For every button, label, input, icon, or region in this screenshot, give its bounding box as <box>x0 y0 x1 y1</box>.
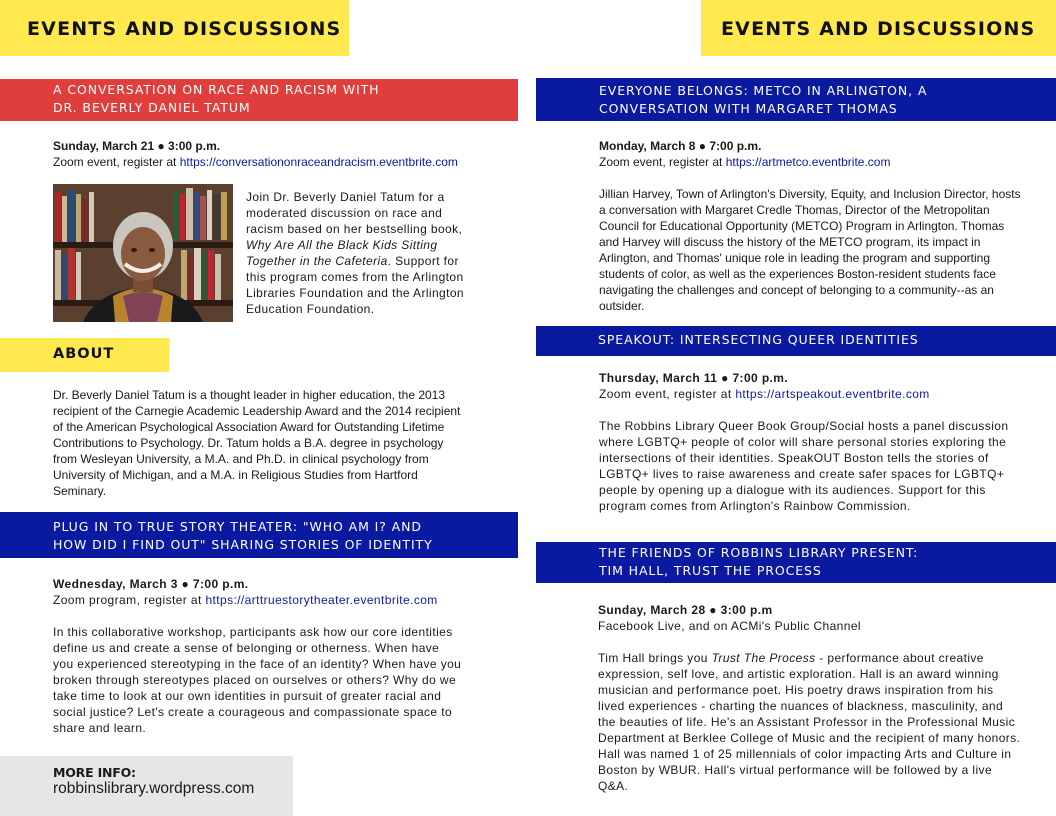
tatum-description <box>246 189 482 317</box>
portrait-image <box>53 184 233 322</box>
hall-desc-prefix: Tim Hall brings you <box>598 651 712 665</box>
speakout-register-link[interactable]: https://artspeakout.eventbrite.com <box>735 387 930 401</box>
tatum-desc-part1: Join Dr. Beverly Daniel Tatum for a moderated discussion on race and racism based on her bestselling book, <box>246 190 463 236</box>
tatum-photo <box>53 184 233 322</box>
tatum-date: Sunday, March 21 ● 3:00 p.m. <box>53 139 221 153</box>
metco-description: Jillian Harvey, Town of Arlington's Diversity, Equity, and Inclusion Director, hosts a conversation with Margaret Credle Thomas, Director of the Metropolitan Council for Educational Opportunity (METCO) Program in Arlington. Thomas and Harvey will discuss the history of the METCO program, its impact in Arlington, and Thomas' unique role in leading the program and supporting students of color, as well as the experiences Boston-resident students face navigating the challenges and concept of belonging to a community--as an outsider. <box>599 187 1021 313</box>
tatum-book-title: Why Are All the Black Kids Sitting Together in the Cafeteria <box>246 238 438 268</box>
speakout-description: The Robbins Library Queer Book Group/Social hosts a panel discussion where LGBTQ+ people of color will share personal stories exploring the intersections of their identities. SpeakOUT Boston tells the stories of LGBTQ+ lives to raise awareness and create safer spaces for LGBTQ+ people by opening up a dialogue with its audiences. Support for this program comes from Arlington's Rainbow Commission. <box>599 419 1009 513</box>
metco-register-link[interactable]: https://artmetco.eventbrite.com <box>725 155 891 169</box>
metco-banner <box>536 78 1056 121</box>
theater-event-info <box>53 576 513 608</box>
theater-date: Wednesday, March 3 ● 7:00 p.m. <box>53 577 249 591</box>
hall-description <box>598 650 1022 794</box>
theater-location <box>53 592 513 608</box>
speakout-banner <box>536 326 1056 356</box>
theater-register-link[interactable]: https://arttruestorytheater.eventbrite.com <box>205 593 438 607</box>
hall-title-line1: THE FRIENDS OF ROBBINS LIBRARY PRESENT: <box>599 545 919 560</box>
metco-event-info <box>599 138 1039 170</box>
speakout-location-prefix: Zoom event, register at <box>599 387 736 401</box>
hall-desc-rest: - performance about creative expression, self love, and artistic exploration. Hall is an award winning musician and performance poet. His poetry draws inspiration from his lived experiences - charting the nuances of blackness, masculinity, and the beauties of life. He's an Assistant Professor in the Professional Music Department at Berklee College of Music and the recipient of many honors. Hall was named 1 of 25 millennials of color impacting Arts and Culture in Boston by WBUR. Hall's virtual performance will be followed by a live Q&A. <box>598 651 1021 793</box>
more-info-label: MORE INFO: <box>53 765 136 780</box>
left-page-title: EVENTS AND DISCUSSIONS <box>27 18 342 40</box>
theater-title-line1: PLUG IN TO TRUE STORY THEATER: "WHO AM I? AND <box>53 519 422 534</box>
tatum-location <box>53 154 513 170</box>
hall-event-info <box>598 602 1038 634</box>
speakout-title: SPEAKOUT: INTERSECTING QUEER IDENTITIES <box>598 332 919 347</box>
speakout-location <box>599 386 1039 402</box>
tatum-location-prefix: Zoom event, register at <box>53 155 180 169</box>
about-title: ABOUT <box>53 346 115 362</box>
hall-banner <box>536 542 1056 583</box>
tatum-title-line1: A CONVERSATION ON RACE AND RACISM WITH <box>53 82 380 97</box>
tatum-desc-part2: . Support for this program comes from the Arlington Libraries Foundation and the Arlington Education Foundation. <box>246 254 465 316</box>
about-text: Dr. Beverly Daniel Tatum is a thought leader in higher education, the 2013 recipient of the Carnegie Academic Leadership Award and the 2014 recipient of the American Psychological Association Award for Outstanding Lifetime Contributions to Psychology. Dr. Tatum holds a B.A. degree in psychology from Wesleyan University, a M.A. and Ph.D. in clinical psychology from University of Michigan, and a M.A. in Religious Studies from Hartford Seminary. <box>53 388 461 498</box>
tatum-title-line2: DR. BEVERLY DANIEL TATUM <box>53 100 251 115</box>
theater-description: In this collaborative workshop, participants ask how our core identities define us and create a sense of belonging or otherness. When have you experienced stereotyping in the face of an identity? When have you broken through stereotypes placed on ourselves or others? Why do we take time to look at our own identities in pursuit of greater racial and social justice? Let's create a courageous and compassionate space to share and learn. <box>53 625 462 735</box>
about-tab <box>0 338 169 372</box>
theater-banner <box>0 512 518 558</box>
tatum-event-info <box>53 138 513 170</box>
hall-date: Sunday, March 28 ● 3:00 p.m <box>598 603 773 617</box>
metco-location-prefix: Zoom event, register at <box>599 155 726 169</box>
more-info-url[interactable]: robbinslibrary.wordpress.com <box>53 780 255 797</box>
metco-location <box>599 154 1039 170</box>
theater-location-prefix: Zoom program, register at <box>53 593 206 607</box>
more-info-box <box>0 756 293 816</box>
speakout-date: Thursday, March 11 ● 7:00 p.m. <box>599 371 789 385</box>
hall-show-title: Trust The Process <box>711 651 816 665</box>
left-header-tab <box>0 0 349 56</box>
metco-title-line2: CONVERSATION WITH MARGARET THOMAS <box>599 101 898 116</box>
metco-title-line1: EVERYONE BELONGS: METCO IN ARLINGTON, A <box>599 83 928 98</box>
hall-location: Facebook Live, and on ACMi's Public Channel <box>598 619 861 633</box>
tatum-register-link[interactable]: https://conversationonraceandracism.eventbrite.com <box>179 155 458 169</box>
hall-title-line2: TIM HALL, TRUST THE PROCESS <box>599 563 822 578</box>
tatum-banner <box>0 79 518 121</box>
theater-title-line2: HOW DID I FIND OUT" SHARING STORIES OF IDENTITY <box>53 537 433 552</box>
right-header-tab <box>701 0 1056 56</box>
right-page-title: EVENTS AND DISCUSSIONS <box>721 18 1036 40</box>
metco-date: Monday, March 8 ● 7:00 p.m. <box>599 139 762 153</box>
speakout-event-info <box>599 370 1039 402</box>
